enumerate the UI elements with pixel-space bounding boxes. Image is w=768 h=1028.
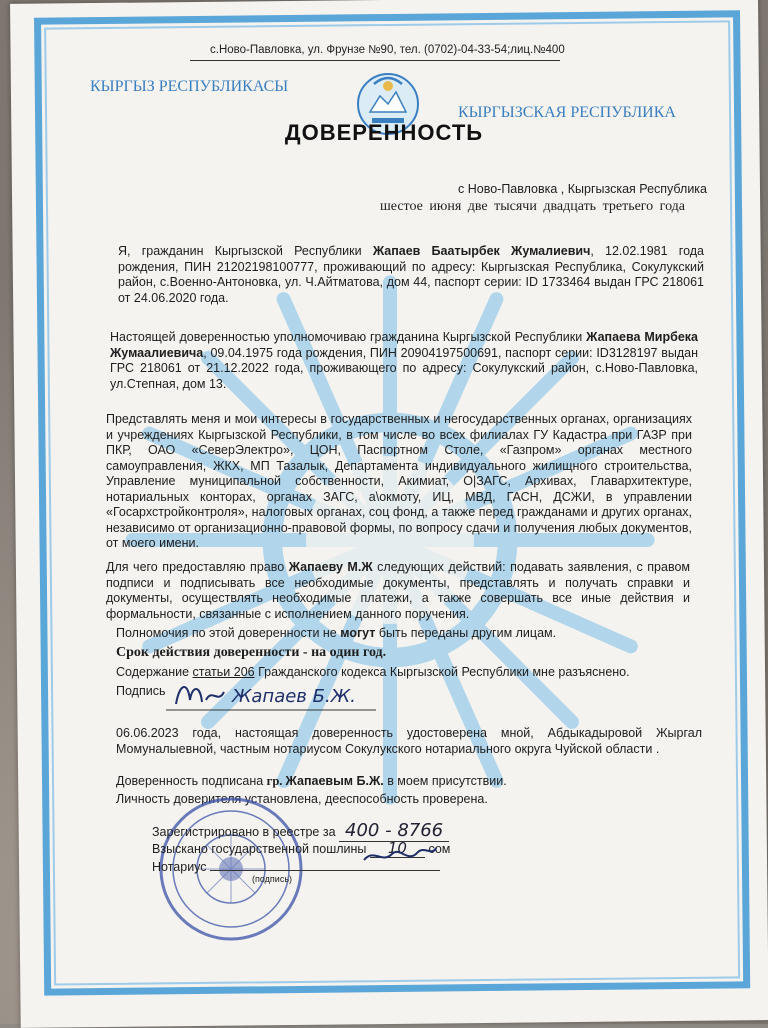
signed-intro: Доверенность подписана xyxy=(116,774,267,788)
actions-agent-name: Жапаеву М.Ж xyxy=(288,560,373,574)
agent-name: Жапаева Мирбека Жумаалиевича xyxy=(110,330,698,360)
notary-signature-line xyxy=(210,858,440,871)
transfer-bold: могут xyxy=(340,626,376,640)
signed-name: Жапаевым Б.Ж. xyxy=(285,774,384,788)
signature-handwriting: Жапаев Б.Ж. xyxy=(232,686,356,707)
certification-paragraph: 06.06.2023 года, настоящая доверенность удостоверена мной, Абдыкадыровой Жыргал Момуналыевной, частным нотариусом Сокулукского нотариального округа Чуйской области . xyxy=(116,726,702,756)
identity-verified: Личность доверителя установлена, дееспособность проверена. xyxy=(116,792,488,806)
place-of-issue: с Ново-Павловка , Кыргызская Республика xyxy=(458,182,708,196)
date-in-words: шестое июня две тысячи двадцать третьего года xyxy=(380,199,686,214)
notary-row xyxy=(152,858,440,884)
state-duty-label: Взыскано государственной пошлины xyxy=(152,842,367,856)
notary-signature-caption: (подпись) xyxy=(252,874,293,884)
actions-paragraph xyxy=(106,560,690,622)
agent-intro: Настоящей доверенностью уполномочиваю гражданина Кыргызской Республики xyxy=(110,330,587,344)
notary-signature xyxy=(360,842,440,868)
principal-paragraph xyxy=(118,244,704,306)
agent-paragraph xyxy=(110,330,698,392)
header-underline xyxy=(190,60,560,61)
principal-details: , 12.02.1981 года рождения, ПИН 21202198100777, проживающий по адресу: Кыргызская Республика, Сокулукский район, с.Военно-Антоновка, ул. Ч.Айтматова, дом 44, паспорт серии: ID 1733464 выдан ГРС 218061 от 24.06.2020 года. xyxy=(118,244,704,305)
country-name-russian: КЫРГЫЗСКАЯ РЕСПУБЛИКА xyxy=(458,104,676,121)
signature-label: Подпись xyxy=(116,684,166,698)
registry-row xyxy=(152,820,449,841)
transfer-rest: быть переданы другим лицам. xyxy=(375,626,557,640)
article-intro: Содержание xyxy=(116,665,193,679)
notary-label: Нотариус xyxy=(152,860,207,874)
validity-term: Срок действия доверенности - на один год. xyxy=(116,645,387,660)
country-name-kyrgyz: КЫРГЫЗ РЕСПУБЛИКАСЫ xyxy=(90,78,289,95)
actions-intro: Для чего предоставляю право xyxy=(106,560,289,574)
registry-number: 400 - 8766 xyxy=(339,820,449,842)
signed-in-presence xyxy=(116,774,507,789)
principal-signature xyxy=(166,674,376,714)
signed-rest: в моем присутствии. xyxy=(383,774,507,788)
state-duty-amount: 10 xyxy=(370,839,425,858)
agent-details: , 09.04.1975 года рождения, ПИН 20904197500691, паспорт серии: ID3128197 выдан ГРС 218061 от 21.12.2022 года, проживающего по адресу: Сокулукский район, с.Ново-Павловка, ул.Степная, дом 13. xyxy=(110,345,698,391)
header-address: с.Ново-Павловка, ул. Фрунзе №90, тел. (0702)-04-33-54;лиц.№400 xyxy=(210,44,565,56)
document-title: ДОВЕРЕННОСТЬ xyxy=(284,120,484,145)
registry-label: Зарегистрировано в реестре за xyxy=(152,825,336,839)
article-reference: статьи 206 xyxy=(192,665,255,679)
powers-paragraph: Представлять меня и мои интересы в государственных и негосударственных органах, организациях и учреждениях Кыргызской Республики, в том числе во всех филиалах ГУ Кадастра при ГАЗР при ПКР, ОАО «СеверЭлектро», ЦОН, Паспортном Столе, «Газпром» органах местного самоуправления, ЖКХ, МП Тазалык, Департамента индивидуального жилищного строительства, Управление муниципальной собственности, Акимиат, О|ЗАГС, Архивах, Главархитектуре, нотариальных конторах, органах ЗАГС, а\окмоту, ИЦ, МВД, ГАСН, ДСЖИ, в управлении «Госархстройконтроля», налоговых органах, соц фонд, а также перед гражданами и других органах, независимо от организационно-правовой формы, по вопросу сдачи и получения любых документов, от моего имени. xyxy=(106,412,692,550)
signed-gr: гр. xyxy=(266,774,286,788)
principal-intro: Я, гражданин Кыргызской Республики xyxy=(118,244,373,258)
article-rest: Гражданского кодекса Кыргызской Республики мне разъяснено. xyxy=(254,665,630,679)
actions-details: следующих действий: подавать заявления, с правом подписи и подписывать все необходимые документы, представлять и получать справки и документы, осуществлять необходимые платежи, а также совершать все иные действия и формальности, связанные с исполнением данного поручения. xyxy=(106,560,691,621)
state-duty-unit: сом xyxy=(428,842,451,856)
transfer-clause xyxy=(116,626,696,642)
transfer-intro: Полномочия по этой доверенности не xyxy=(116,626,341,640)
principal-name: Жапаев Баатырбек Жумалиевич xyxy=(372,244,591,258)
